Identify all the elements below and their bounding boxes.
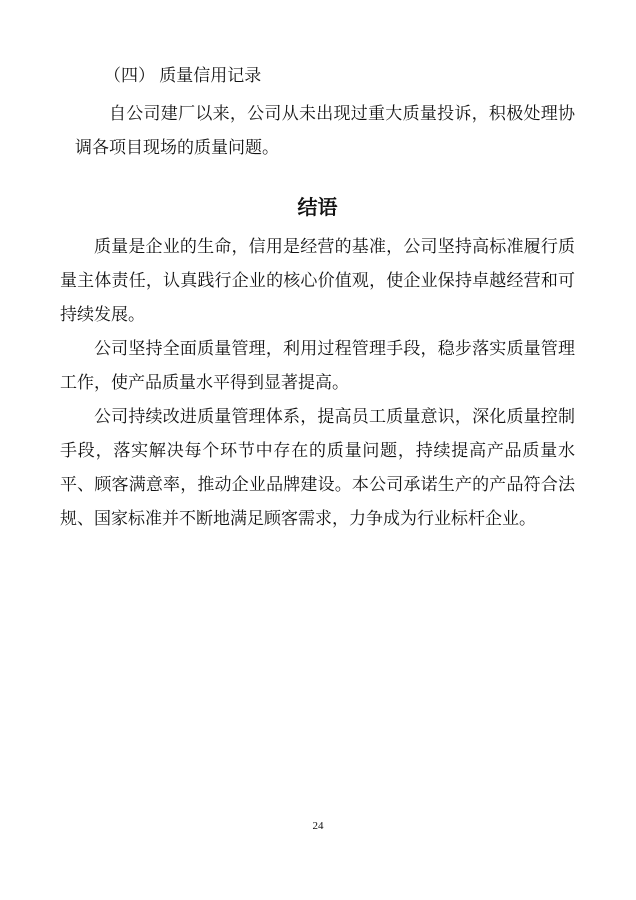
- conclusion-paragraph-3: 公司持续改进质量管理体系，提高员工质量意识，深化质量控制手段，落实解决每个环节中存在的质量问题，持续提高产品质量水平、顾客满意率，推动企业品牌建设。本公司承诺生产的产品符合法规、国家标准并不断地满足顾客需求，力争成为行业标杆企业。: [60, 407, 575, 528]
- page-content: [60, 59, 575, 536]
- section-paragraph: 自公司建厂以来，公司从未出现过重大质量投诉，积极处理协调各项目现场的质量问题。: [75, 104, 575, 157]
- conclusion-title: 结语: [297, 197, 338, 219]
- section-heading: （四） 质量信用记录: [104, 66, 262, 85]
- page-number: 24: [312, 820, 324, 832]
- conclusion-paragraph-2: 公司坚持全面质量管理，利用过程管理手段，稳步落实质量管理工作，使产品质量水平得到显著提高。: [60, 339, 575, 392]
- conclusion-paragraph-1: 质量是企业的生命，信用是经营的基准，公司坚持高标准履行质量主体责任，认真践行企业的核心价值观，使企业保持卓越经营和可持续发展。: [60, 237, 575, 324]
